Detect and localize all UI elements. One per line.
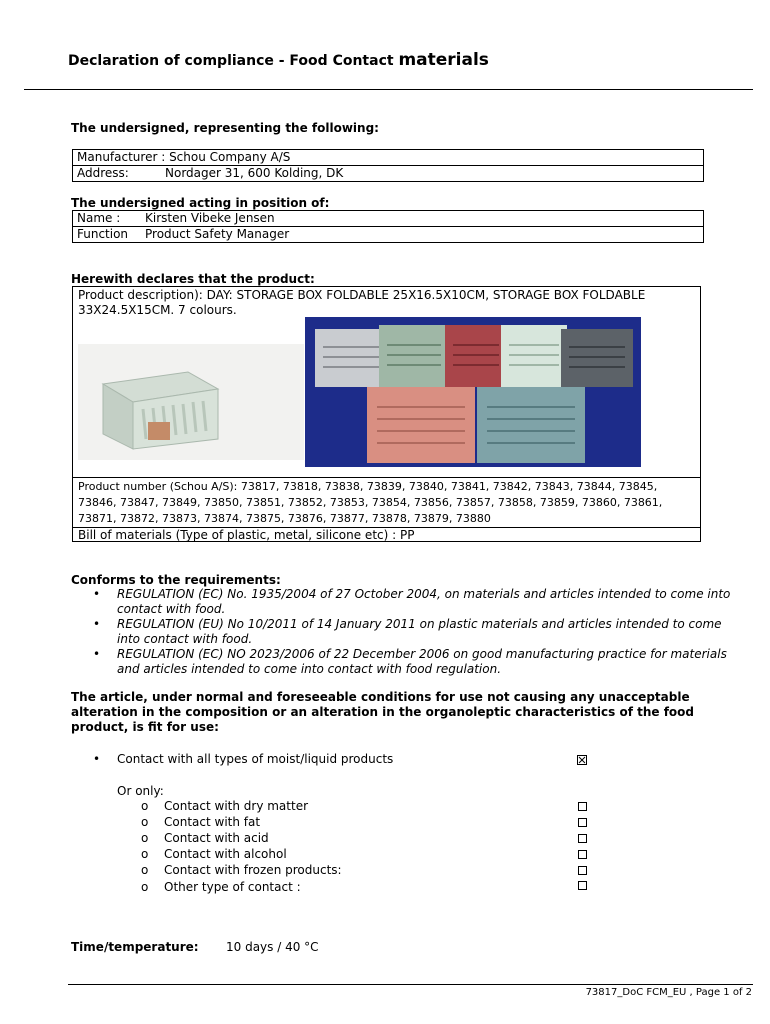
crate-teal xyxy=(477,387,585,463)
document-title: Declaration of compliance - Food Contact materials xyxy=(68,50,489,70)
bullet-dot: • xyxy=(93,752,101,766)
requirements-heading: Conforms to the requirements: xyxy=(71,573,281,587)
function-value: Product Safety Manager xyxy=(141,227,704,243)
time-temperature-label: Time/temperature: xyxy=(71,940,199,954)
bullet-dot: • xyxy=(93,587,101,601)
main-option-checkbox[interactable] xyxy=(577,755,587,765)
representing-heading: The undersigned, representing the following: xyxy=(71,121,379,135)
manufacturer-table xyxy=(72,149,704,182)
name-value: Kirsten Vibeke Jensen xyxy=(141,211,704,227)
product-divider xyxy=(73,477,700,478)
option-bullet: o xyxy=(141,831,149,845)
option-other: Other type of contact : xyxy=(164,880,301,894)
option-frozen: Contact with frozen products: xyxy=(164,863,342,877)
bullet-dot: • xyxy=(93,617,101,631)
product-description: Product description): DAY: STORAGE BOX FOLDABLE 25X16.5X10CM, STORAGE BOX FOLDABLE 33X24.5X15CM. 7 colours. xyxy=(78,288,646,317)
single-crate-photo xyxy=(78,344,304,460)
product-heading: Herewith declares that the product: xyxy=(71,272,315,286)
alcohol-checkbox[interactable] xyxy=(578,850,587,859)
position-heading: The undersigned acting in position of: xyxy=(71,196,330,210)
option-bullet: o xyxy=(141,815,149,829)
address-value: Nordager 31, 600 Kolding, DK xyxy=(161,166,704,182)
other-checkbox[interactable] xyxy=(578,881,587,890)
regulation-item-3: REGULATION (EC) NO 2023/2006 of 22 December 2006 on good manufacturing practice for materials and articles intended to come into contact with food regulation. xyxy=(117,647,727,676)
function-label: Function xyxy=(73,227,142,243)
or-only-label: Or only: xyxy=(117,784,164,798)
bullet-dot: • xyxy=(93,647,101,661)
regulation-item-1: REGULATION (EC) No. 1935/2004 of 27 October 2004, on materials and articles intended to come into contact with food. xyxy=(117,587,731,616)
option-alcohol: Contact with alcohol xyxy=(164,847,287,861)
option-bullet: o xyxy=(141,880,149,894)
address-label: Address: xyxy=(73,166,162,182)
fit-for-use-statement: The article, under normal and foreseeable conditions for use not causing any unacceptable alteration in the composition or an alteration in the organoleptic characteristics of the food product, is fit for use: xyxy=(71,690,694,734)
title-divider xyxy=(24,89,753,90)
bill-of-materials: Bill of materials (Type of plastic, metal, silicone etc) : PP xyxy=(78,528,415,542)
main-option-label: Contact with all types of moist/liquid products xyxy=(117,752,394,766)
option-fat: Contact with fat xyxy=(164,815,261,829)
option-bullet: o xyxy=(141,863,149,877)
position-table xyxy=(72,210,704,243)
crate-red xyxy=(445,325,507,387)
crates-photo xyxy=(305,317,641,467)
product-numbers: Product number (Schou A/S): 73817, 73818, 73838, 73839, 73840, 73841, 73842, 73843, 73844, 73845, 73846, 73847, 73849, 73850, 73851, 73852, 73853, 73854, 73856, 73857, 73858, 73859, 73860, 73861, 73871, 73872, 73873, 73874, 73875, 73876, 73877, 73878, 73879, 73880 xyxy=(78,480,663,525)
crate-mint xyxy=(501,325,567,387)
manufacturer-cell: Manufacturer : Schou Company A/S xyxy=(73,150,704,166)
crate-dark-grey xyxy=(561,329,633,387)
regulation-item-2: REGULATION (EU) No 10/2011 of 14 January 2011 on plastic materials and articles intended to come into contact with food. xyxy=(117,617,722,646)
product-box xyxy=(72,286,701,542)
name-label: Name : xyxy=(73,211,142,227)
page-footer: 73817_DoC FCM_EU , Page 1 of 2 xyxy=(585,987,752,998)
fat-checkbox[interactable] xyxy=(578,818,587,827)
frozen-checkbox[interactable] xyxy=(578,866,587,875)
dry-matter-checkbox[interactable] xyxy=(578,802,587,811)
option-acid: Contact with acid xyxy=(164,831,269,845)
footer-divider xyxy=(68,984,753,985)
option-dry-matter: Contact with dry matter xyxy=(164,799,309,813)
crate-sage xyxy=(379,325,449,387)
title-emphasis: materials xyxy=(398,50,489,70)
time-temperature-value: 10 days / 40 °C xyxy=(226,940,319,954)
option-bullet: o xyxy=(141,799,149,813)
crate-coral xyxy=(367,387,475,463)
option-bullet: o xyxy=(141,847,149,861)
acid-checkbox[interactable] xyxy=(578,834,587,843)
